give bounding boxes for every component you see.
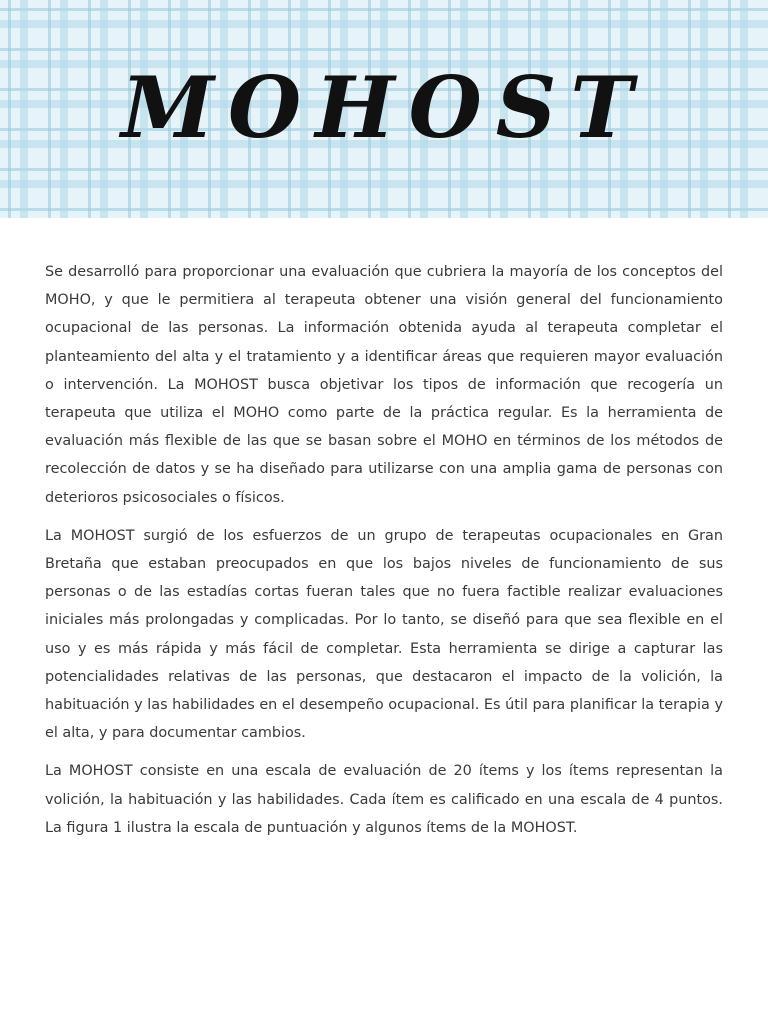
paragraph-intro: Se desarrolló para proporcionar una evaluación que cubriera la mayoría de los conceptos del MOHO, y que le permitiera al terapeuta obtener una visión general del funcionamiento ocupacional de las personas. La información obtenida ayuda al terapeuta completar el planteamiento del alta y el tratamiento y a identificar áreas que requieren mayor evaluación o intervención. La MOHOST busca objetivar los tipos de información que recogería un terapeuta que utiliza el MOHO como parte de la práctica regular. Es la herramienta de evaluación más flexible de las que se basan sobre el MOHO en términos de los métodos de recolección de datos y se ha diseñado para utilizarse con una amplia gama de personas con deterioros psicosociales o físicos.	[45, 264, 723, 506]
paragraph-scale: La MOHOST consiste en una escala de evaluación de 20 ítems y los ítems representan la volición, la habituación y las habilidades. Cada ítem es calificado en una escala de 4 puntos. La figura 1 ilustra la escala de puntuación y algunos ítems de la MOHOST.	[45, 763, 723, 836]
document-body	[45, 258, 723, 852]
page-title: MOHOST	[121, 58, 647, 157]
plaid-header-banner	[0, 0, 768, 218]
paragraph-origin: La MOHOST surgió de los esfuerzos de un grupo de terapeutas ocupacionales en Gran Bretaña que estaban preocupados en que los bajos niveles de funcionamiento de sus personas o de las estadías cortas fueran tales que no fuera factible realizar evaluaciones iniciales más prolongadas y complicadas. Por lo tanto, se diseñó para que sea flexible en el uso y es más rápida y más fácil de completar. Esta herramienta se dirige a capturar las potencialidades relativas de las personas, que destacaron el impacto de la volición, la habituación y las habilidades en el desempeño ocupacional. Es útil para planificar la terapia y el alta, y para documentar cambios.	[45, 527, 723, 742]
